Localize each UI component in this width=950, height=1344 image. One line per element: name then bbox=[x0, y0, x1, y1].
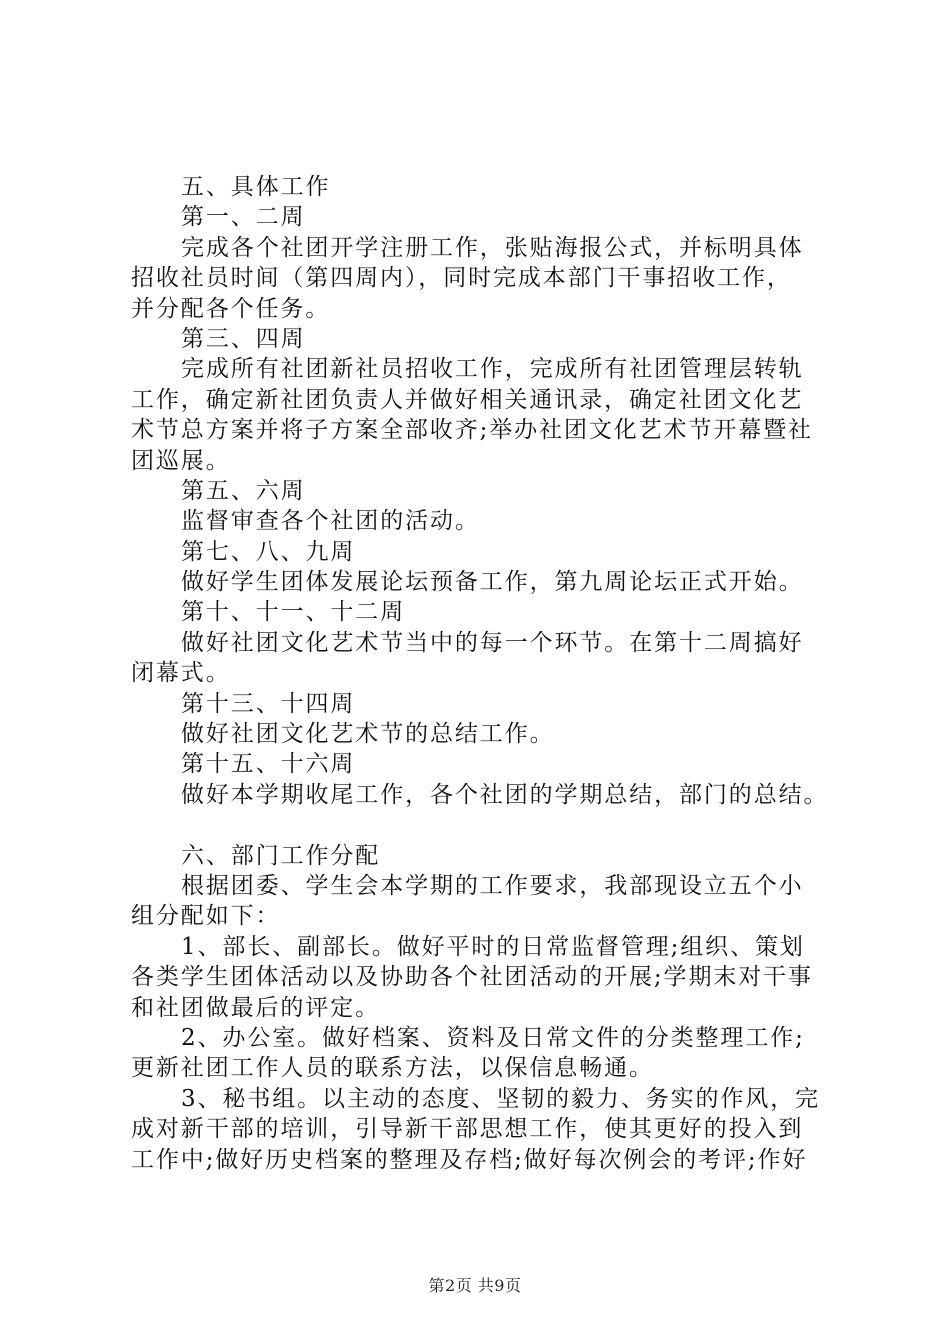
text-line: 五、具体工作 bbox=[181, 174, 331, 200]
text-line: 成对新干部的培训，引导新干部思想工作，使其更好的投入到 bbox=[131, 1116, 804, 1143]
blank-line bbox=[131, 810, 843, 840]
page-footer: 第2页 共9页 bbox=[428, 1276, 522, 1295]
text-line: 3、秘书组。以主动的态度、坚韧的毅力、务实的作风，完 bbox=[181, 1085, 821, 1112]
text-line: 第一、二周 bbox=[181, 204, 306, 231]
text-line: 2、办公室。做好档案、资料及日常文件的分类整理工作; bbox=[181, 1024, 805, 1051]
text-line: 根据团委、学生会本学期的工作要求，我部现设立五个小 bbox=[181, 872, 804, 899]
text-line: 术节总方案并将子方案全部收齐;举办社团文化艺术节开幕暨社 bbox=[131, 417, 813, 444]
text-line: 工作，确定新社团负责人并做好相关通讯录，确定社团文化艺 bbox=[131, 386, 804, 413]
text-line: 招收社员时间（第四周内），同时完成本部门干事招收工作， bbox=[131, 265, 792, 292]
text-line: 做好学生团体发展论坛预备工作，第九周论坛正式开始。 bbox=[181, 569, 804, 596]
text-line: 做好本学期收尾工作，各个社团的学期总结，部门的总结。 bbox=[181, 781, 829, 808]
text-line: 监督审查各个社团的活动。 bbox=[181, 508, 480, 535]
text-line: 团巡展。 bbox=[131, 447, 231, 474]
text-line: 闭幕式。 bbox=[131, 660, 231, 687]
text-line: 组分配如下： bbox=[131, 903, 281, 930]
text-line: 第十五、十六周 bbox=[181, 751, 356, 778]
text-line: 六、部门工作分配 bbox=[181, 842, 381, 869]
text-line: 更新社团工作人员的联系方法，以保信息畅通。 bbox=[131, 1055, 654, 1082]
text-line: 第七、八、九周 bbox=[181, 538, 356, 565]
text-line: 第三、四周 bbox=[181, 325, 306, 352]
document-body bbox=[131, 172, 843, 1175]
text-line: 各类学生团体活动以及协助各个社团活动的开展;学期末对干事 bbox=[131, 964, 813, 991]
text-line: 1、部长、副部长。做好平时的日常监督管理;组织、策划 bbox=[181, 933, 805, 960]
text-line: 工作中;做好历史档案的整理及存档;做好每次例会的考评;作好 bbox=[131, 1146, 808, 1173]
text-line: 并分配各个任务。 bbox=[131, 295, 331, 322]
text-line: 做好社团文化艺术节当中的每一个环节。在第十二周搞好 bbox=[181, 629, 804, 656]
text-line: 完成各个社团开学注册工作，张贴海报公式，并标明具体 bbox=[181, 234, 804, 261]
text-line: 第十三、十四周 bbox=[181, 690, 356, 717]
text-line: 和社团做最后的评定。 bbox=[131, 994, 380, 1021]
text-line: 第十、十一、十二周 bbox=[181, 599, 406, 626]
text-line: 第五、六周 bbox=[181, 477, 306, 504]
text-line: 做好社团文化艺术节的总结工作。 bbox=[181, 721, 555, 748]
text-line: 完成所有社团新社员招收工作，完成所有社团管理层转轨 bbox=[181, 356, 804, 383]
